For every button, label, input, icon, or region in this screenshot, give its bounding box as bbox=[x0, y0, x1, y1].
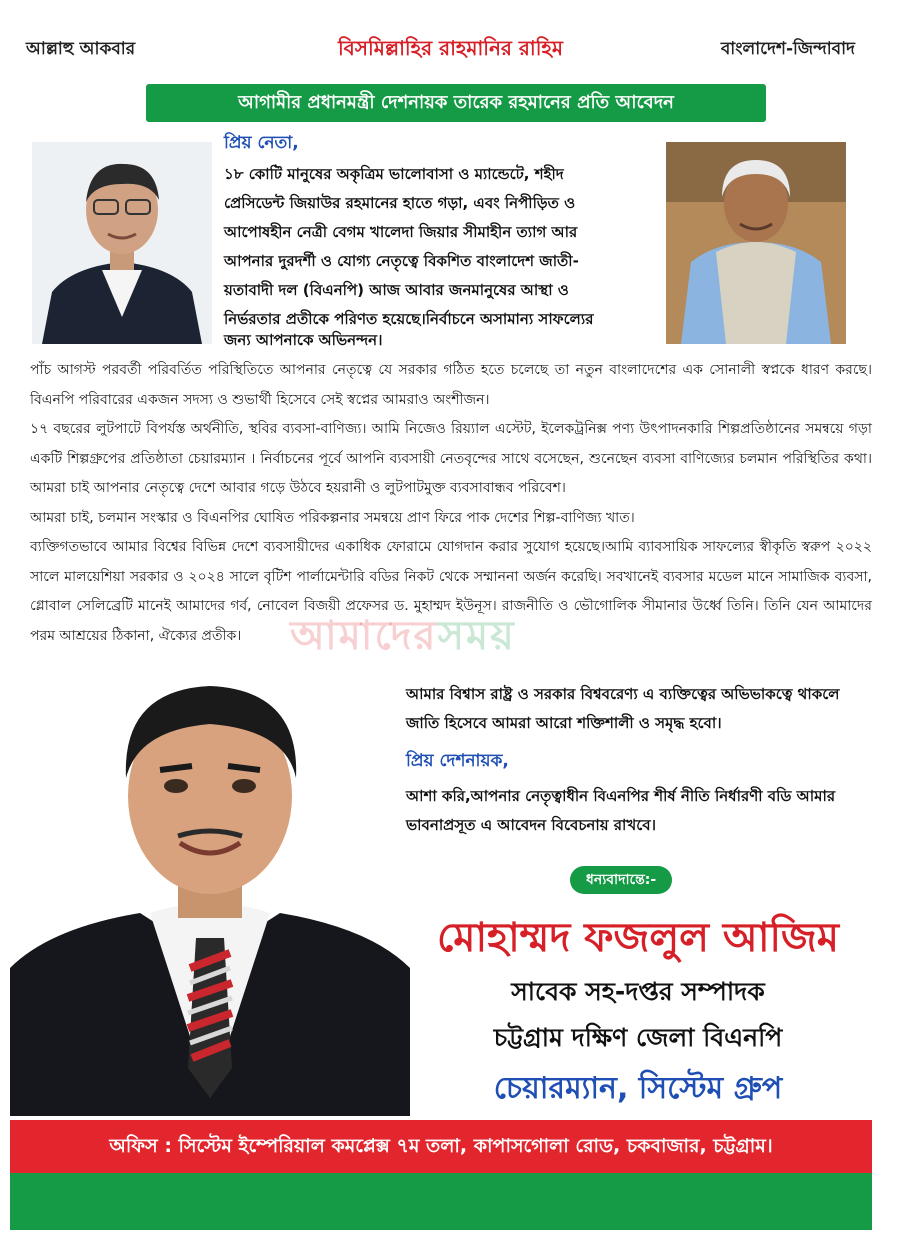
body-paragraph: ১৭ বছরের লুটপাটে বিপর্যস্ত অর্থনীতি, স্থবির ব্যবসা-বাণিজ্য। আমি নিজেও রিয়্যাল এস্টেট, ইলেকট্রনিক্স পণ্য উৎপাদনকারি শিল্পপ্রতিষ্ঠানের সমন্বয়ে গড়া একটি শিল্পগ্রুপের প্রতিষ্ঠাতা চেয়ারম্যান । নির্বাচনের পূর্বে আপনি ব্যবসায়ী নেতবৃন্দের সাথে বসেছেন, শুনেছেন ব্যবসা বাণিজ্যের চলমান পরিস্থিতির কথা। আমরা চাই আপনার নেতৃত্বে দেশে আবার গড়ে উঠবে হয়রানী ও লুটপাটমুক্ত ব্যবসাবান্ধব পরিবেশ। bbox=[30, 421, 872, 496]
intro-line: য়তাবাদী দল (বিএনপি) আজ আবার জনমানুষের আস্থা ও bbox=[224, 281, 569, 299]
header-right-text: বাংলাদেশ-জিন্দাবাদ bbox=[720, 39, 855, 59]
signatory-designation: সাবেক সহ-দপ্তর সম্পাদক bbox=[511, 977, 765, 1006]
signatory-district: চট্টগ্রাম দক্ষিণ জেলা বিএনপি bbox=[493, 1023, 783, 1052]
body-paragraph: আমরা চাই, চলমান সংস্কার ও বিএনপির ঘোষিত পরিকল্পনার সমন্বয়ে প্রাণ ফিরে পাক দেশের শিল্প-বাণিজ্য খাত। bbox=[30, 509, 635, 526]
intro-line: আপনার দুরদর্শী ও যোগ্য নেতৃত্বে বিকশিত বাংলাদেশ জাতী- bbox=[224, 252, 579, 270]
body-paragraph: ব্যক্তিগতভাবে আমার বিশ্বের বিভিন্ন দেশে ব্যবসায়ীদের একাধিক ফোরামে যোগদান করার সুযোগ হয়েছে।আমি ব্যাবসায়িক সাফল্যের স্বীকৃতি স্বরুপ ২০২২ সালে মালয়েশিয়া সরকার ও ২০২৪ সালে বৃটিশ পার্লামেন্টারি বডির নিকট থেকে সম্মাননা অর্জন করেছি। সবখানেই ব্যবসার মডেল মানে সামাজিক ব্যবসা, গ্লোবাল সেলিব্রেটি মানেই আমাদের গর্ব, নোবেল বিজয়ী প্রফেসর ড. মুহাম্মদ ইউনূস। রাজনীতি ও ভৌগোলিক সীমানার উর্ধ্বে তিনি। তিনি যেন আমাদের পরম আশ্রয়ের ঠিকানা, ঐক্যের প্রতীক। bbox=[30, 539, 872, 644]
hope-paragraph: আশা করি,আপনার নেতৃত্বাধীন বিএনপির শীর্ষ নীতি নির্ধারণী বডি আমার ভাবনাপ্রসূত এ আবেদন বিবেচনায় রাখবে। bbox=[406, 787, 836, 834]
thanks-badge: ধন্যবাদান্তে:- bbox=[570, 866, 672, 894]
salutation-dear-national-leader: প্রিয় দেশনায়ক, bbox=[406, 751, 509, 771]
header-center-text: বিসমিল্লাহির রাহমানির রাহিম bbox=[337, 36, 564, 60]
intro-line: ১৮ কোটি মানুষের অকৃত্রিম ভালোবাসা ও ম্যান্ডেটে, শহীদ bbox=[224, 165, 564, 183]
body-paragraph: পাঁচ আগস্ট পরবর্তী পরিবর্তিত পরিস্থিতিতে আপনার নেতৃত্বে যে সরকার গঠিত হতে চলেছে তা নতুন বাংলাদেশের এক সোনালী স্বপ্নকে ধারণ করছে। বিএনপি পরিবারের একজন সদস্য ও শুভার্থী হিসেবে সেই স্বপ্নের আমরাও অংশীজন। bbox=[30, 362, 872, 408]
leader-photo bbox=[32, 142, 212, 344]
title-banner: আগামীর প্রধানমন্ত্রী দেশনায়ক তারেক রহমানের প্রতি আবেদন bbox=[146, 84, 766, 122]
belief-paragraph: আমার বিশ্বাস রাষ্ট্র ও সরকার বিশ্ববরেণ্য এ ব্যক্তিত্বের অভিভাকত্বে থাকলে জাতি হিসেবে আমরা আরো শক্তিশালী ও সমৃদ্ধ হবো। bbox=[406, 685, 840, 732]
intro-closing-line: জন্য আপনাকে অভিনন্দন। bbox=[224, 331, 383, 349]
header-left-text: আল্লাহু আকবার bbox=[26, 39, 136, 59]
salutation-dear-leader: প্রিয় নেতা, bbox=[224, 133, 299, 153]
footer-green-band bbox=[10, 1173, 872, 1230]
professor-photo bbox=[666, 142, 846, 344]
intro-line: আপোষহীন নেত্রী বেগম খালেদা জিয়ার সীমাহীন ত্যাগ আর bbox=[224, 223, 578, 241]
intro-paragraph bbox=[224, 160, 656, 334]
intro-line: প্রেসিডেন্ট জিয়াউর রহমানের হাতে গড়া, এবং নিপীড়িত ও bbox=[224, 194, 576, 212]
watermark bbox=[290, 604, 516, 671]
watermark-part2: সময় bbox=[437, 613, 516, 659]
candidate-photo bbox=[10, 668, 410, 1116]
watermark-part1: আমাদের bbox=[290, 613, 438, 659]
signatory-chairman-title: চেয়ারম্যান, সিস্টেম গ্রুপ bbox=[493, 1071, 783, 1106]
signatory-name: মোহাম্মদ ফজলুল আজিম bbox=[437, 915, 839, 961]
intro-line: নির্ভরতার প্রতীকে পরিণত হয়েছে।নির্বাচনে অসামান্য সাফল্যের bbox=[224, 310, 594, 328]
footer-address: অফিস : সিস্টেম ইম্পেরিয়াল কমপ্লেক্স ৭ম তলা, কাপাসগোলা রোড, চকবাজার, চট্টগ্রাম। bbox=[10, 1120, 872, 1173]
